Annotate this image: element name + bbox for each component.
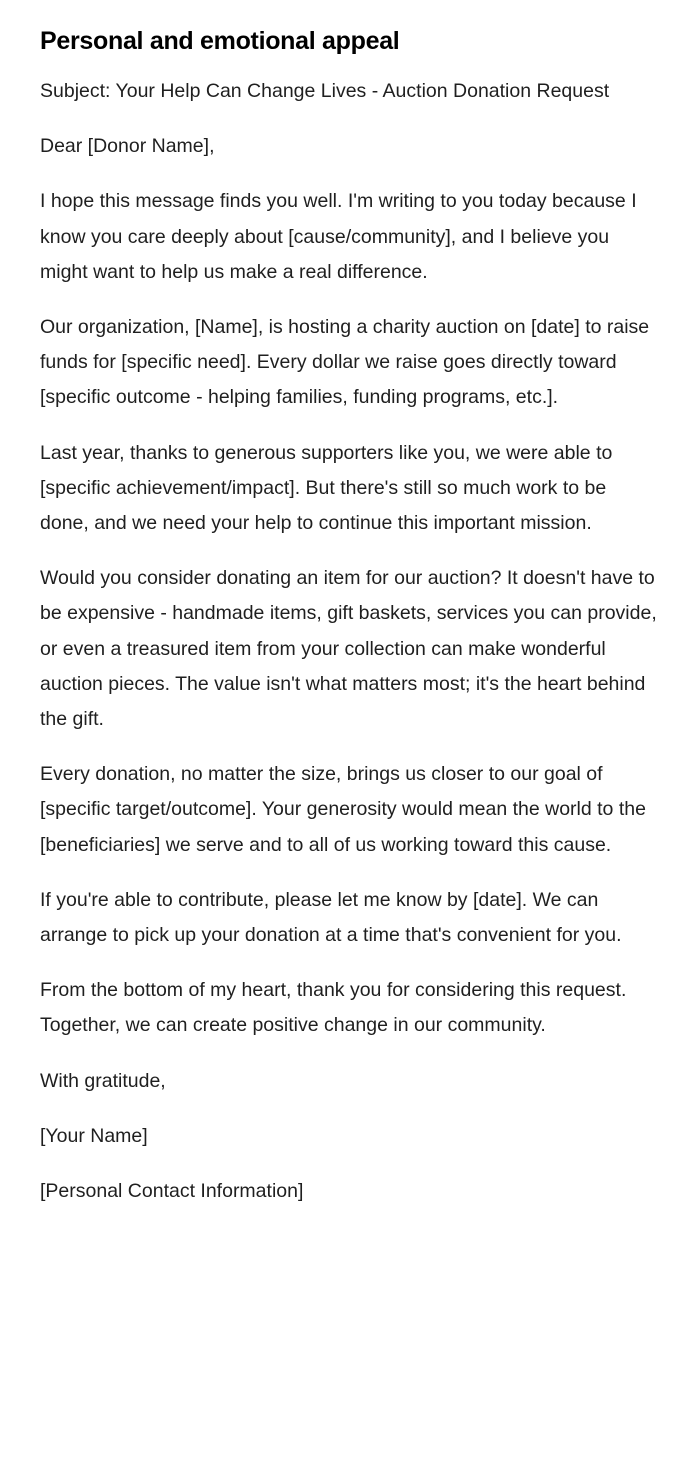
body-paragraph-deadline: If you're able to contribute, please let me know by [date]. We can arrange to pick up your donation at a time that's convenient for you. — [40, 888, 622, 947]
body-paragraph-intro: I hope this message finds you well. I'm writing to you today because I know you care deeply about [cause/community], and I believe you might want to help us make a real difference. — [40, 190, 637, 283]
signature-name: [Your Name] — [40, 1124, 148, 1147]
body-paragraph-request: Would you consider donating an item for our auction? It doesn't have to be expensive - handmade items, gift baskets, services you can provide, or even a treasured item from your collection can make wonderful auction pieces. The value isn't what matters most; it's the heart behind the gift. — [40, 567, 657, 731]
subject-line: Subject: Your Help Can Change Lives - Auction Donation Request — [40, 80, 610, 102]
body-paragraph-goal: Every donation, no matter the size, brings us closer to our goal of [specific target/outcome]. Your generosity would mean the world to the [beneficiaries] we serve and to all of us working toward this cause. — [40, 763, 646, 856]
signature-contact: [Personal Contact Information] — [40, 1180, 304, 1203]
document-title: Personal and emotional appeal — [40, 27, 400, 55]
body-paragraph-impact: Last year, thanks to generous supporters like you, we were able to [specific achievement/impact]. But there's still so much work to be done, and we need your help to continue this important mission. — [40, 441, 613, 535]
salutation: Dear [Donor Name], — [40, 135, 215, 158]
closing: With gratitude, — [40, 1069, 166, 1092]
body-paragraph-thanks: From the bottom of my heart, thank you for considering this request. Together, we can create positive change in our community. — [40, 979, 627, 1037]
body-paragraph-event: Our organization, [Name], is hosting a charity auction on [date] to raise funds for [specific need]. Every dollar we raise goes directly toward [specific outcome - helping families, funding programs, etc.]. — [40, 316, 650, 409]
